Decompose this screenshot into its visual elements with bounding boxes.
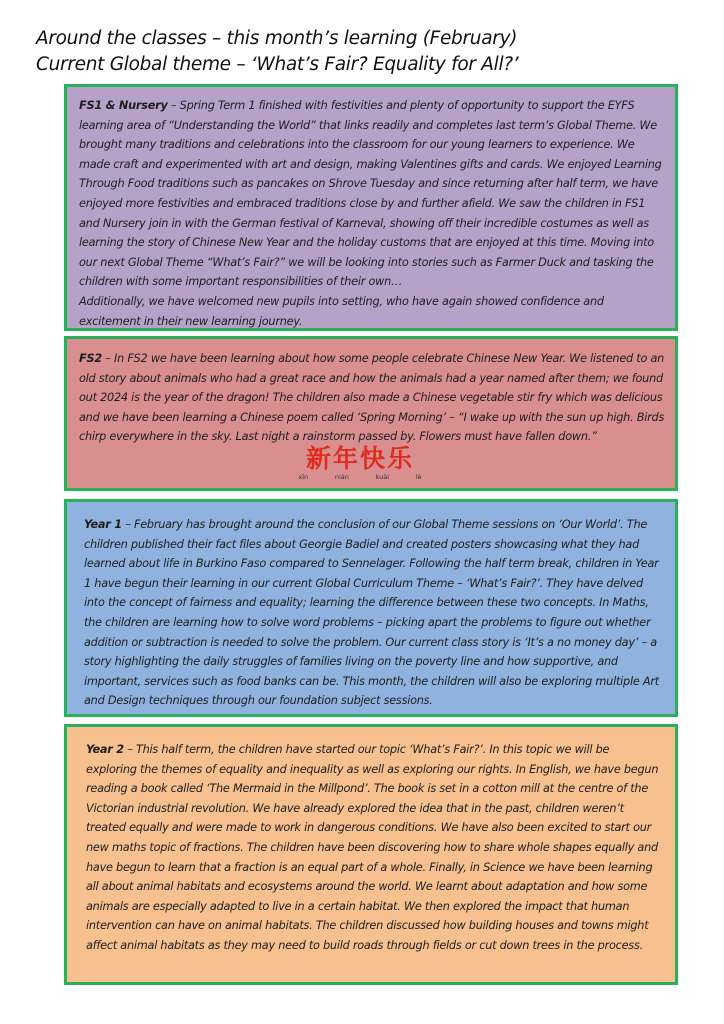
section-fs1-nursery	[64, 84, 678, 331]
section-label: Year 2	[86, 743, 124, 756]
section-text: – This half term, the children have started our topic ‘What’s Fair?’. In this topic we will be exploring the themes of equality and inequality as well as exploring our rights. In English, we have begun reading a book called ‘The Mermaid in the Millpond’. The book is set in a cotton mill at the centre of the Victorian industrial revolution. We have already explored the idea that in the past, children weren’t treated equally and were made to work in dangerous conditions. We have also been excited to start our new maths topic of fractions. The children have been discovering how to share whole shapes equally and have begun to learn that a fraction is an equal part of a whole. Finally, in Science we have been learning all about animal habitats and ecosystems around the world. We learnt about adaptation and how some animals are especially adapted to live in a certain habitat. We then explored the impact that human intervention can have on animal habitats. The children discussed how building houses and towns might affect animal habitats as they may need to build roads through fields or cut down trees in the process.	[86, 743, 659, 952]
section-year1	[64, 499, 678, 717]
section-label: FS2	[79, 352, 102, 365]
pinyin-row	[275, 473, 445, 482]
pinyin: lè	[415, 473, 422, 481]
section-body	[79, 96, 665, 292]
section-text: – In FS2 we have been learning about how some people celebrate Chinese New Year. We listened to an old story about animals who had a great race and how the animals had a year named after them; we found out 2024 is the year of the dragon! The children also made a Chinese vegetable stir fry which was delicious and we have been learning a Chinese poem called ‘Spring Morning’ – “I wake up with the sun up high. Birds chirp everywhere in the sky. Last night a rainstorm passed by. Flowers must have fallen down.”	[79, 352, 665, 444]
pinyin: xīn	[298, 473, 309, 481]
section-text: – February has brought around the conclusion of our Global Theme sessions on ‘Our World’. The children published their fact files about Georgie Badiel and created posters showcasing what they had learned about life in Burkino Faso compared to Sennelager. Following the half term break, children in Year 1 have begun their learning in our current Global Curriculum Theme – ‘What’s Fair?’. They have delved into the concept of fairness and equality; learning the difference between these two concepts. In Maths, the children are learning how to solve word problems – picking apart the problems to figure out whether addition or subtraction is needed to solve the problem. Our current class story is ‘It’s a no money day’ – a story highlighting the daily struggles of families living on the poverty line and how supportive, and important, services such as food banks can be. This month, the children will also be exploring multiple Art and Design techniques through our foundation subject sessions.	[84, 518, 659, 708]
section-fs2	[64, 336, 678, 491]
page-header	[36, 26, 518, 78]
section-label: FS1 & Nursery	[79, 99, 168, 112]
section-text: – Spring Term 1 finished with festivities and plenty of opportunity to support the EYFS learning area of “Understanding the World” that links readily and completes last term’s Global Theme. We brought many traditions and celebrations into the classroom for our young learners to experience. We made craft and experimented with art and design, making Valentines gifts and cards. We enjoyed Learning Through Food traditions such as pancakes on Shrove Tuesday and since returning after half term, we have enjoyed more festivities and embraced traditions close by and further afield. We saw the children in FS1 and Nursery join in with the German festival of Karneval, showing off their incredible costumes as well as learning the story of Chinese New Year and the holiday customs that are enjoyed at this time. Moving into our next Global Theme “What’s Fair?” we will be looking into stories such as Farmer Duck and tasking the children with some important responsibilities of their own…	[79, 99, 662, 289]
page-subtitle: Current Global theme – ‘What’s Fair? Equality for All?’	[36, 54, 519, 75]
chinese-new-year-greeting	[275, 445, 445, 482]
section-body	[86, 740, 663, 956]
page-title: Around the classes – this month’s learning (February)	[36, 28, 518, 49]
pinyin: nián	[334, 473, 349, 481]
section-text-continued: Additionally, we have welcomed new pupils into setting, who have again showed confidence and excitement in their new learning journey.	[79, 294, 604, 328]
chinese-characters: 新年快乐	[305, 444, 414, 473]
section-body	[84, 515, 663, 711]
section-label: Year 1	[84, 518, 122, 531]
section-body	[79, 349, 665, 447]
pinyin: kuài	[375, 473, 390, 481]
section-year2	[64, 724, 678, 985]
